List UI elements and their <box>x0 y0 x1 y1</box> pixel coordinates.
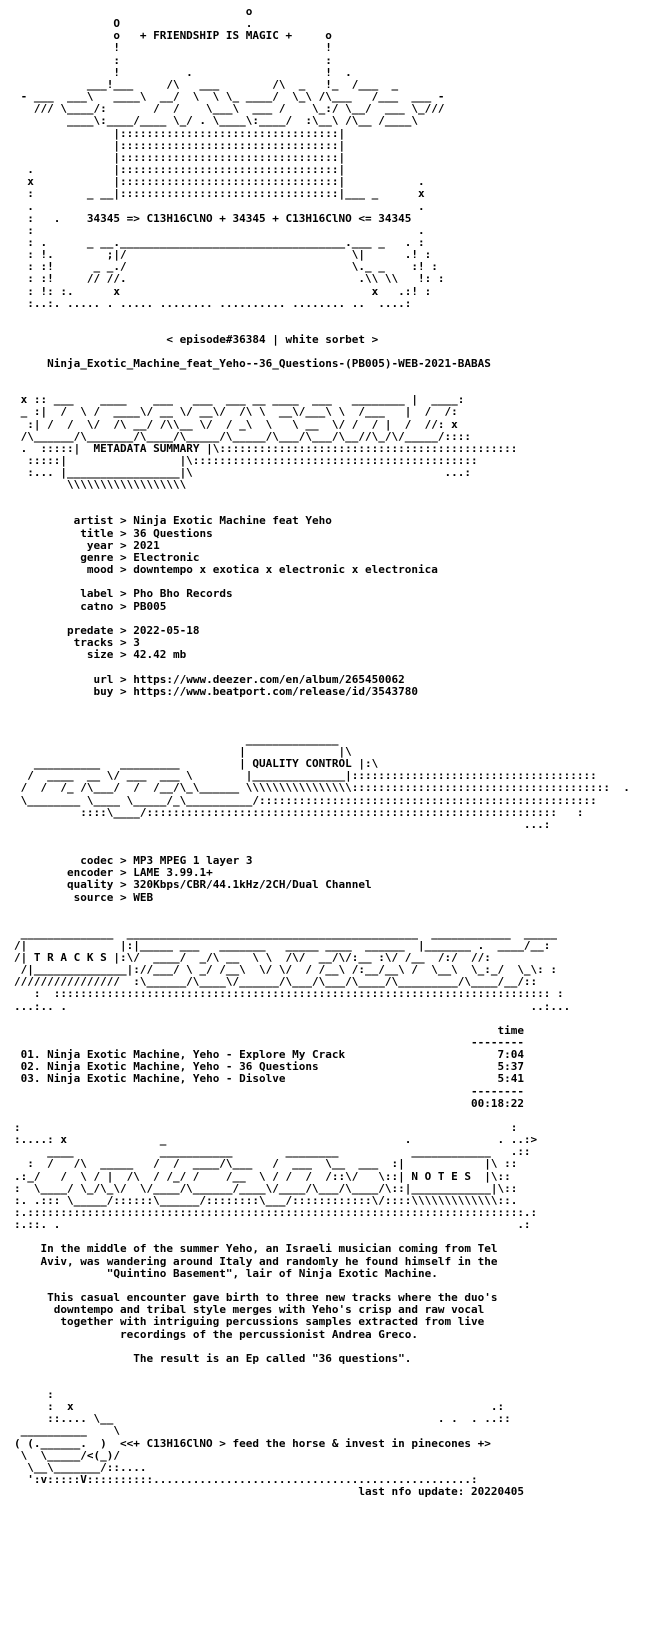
header-art-line: o <box>14 5 253 18</box>
metadata-row-key: genre <box>80 550 114 564</box>
footer-art-line: : x .: <box>14 1400 505 1414</box>
track-time: 5:41 <box>497 1072 524 1086</box>
metadata-row: genre > Electronic <box>80 550 200 564</box>
tracks-rule-line: -------- <box>470 1084 524 1098</box>
footer-art-line: \ \_____/<(_)/ <box>14 1448 120 1462</box>
notes-art-line: :....: x _ . . ..:> <box>14 1133 538 1147</box>
quality-row-value: MP3 MPEG 1 layer 3 <box>133 854 253 868</box>
quality-row-key: source <box>73 890 114 904</box>
metadata-row-value: 2021 <box>133 538 160 552</box>
tracks-art-line: /| |:|_____ ___ _______ _____ ____ ______ |_______ . ____/__: <box>14 938 551 952</box>
header-art-line: |:::::::::::::::::::::::::::::::::| <box>14 126 346 140</box>
header-art <box>14 6 648 310</box>
notes-art-line: .:_/ / \ / | /\ / /_/ / /__ \ / / / /::\/ \::| N O T E S |\:: <box>14 1169 511 1183</box>
footer-art-line: ':v:::::V::::::::::................................................: <box>14 1473 478 1487</box>
notes-art-line: :. .::: \_____/::::::\______/::::::::\___/::::::::::::\/::::\\\\\\\\\\\\\::. <box>14 1193 518 1207</box>
footer-art-line: ::.... \__ . . . ..:: <box>14 1412 511 1426</box>
notes-text: This casual encounter gave birth to three new tracks where the duo's <box>47 1291 498 1305</box>
notes-art-line: : \____/ \_/\_\/ \/____/\______/____\/____/\___/\____/\::|____________|\:: <box>14 1181 518 1195</box>
notes-art-line: :.:::::::::::::::::::::::::::::::::::::::::::::::::::::::::::::::::::::::::::.: <box>14 1205 538 1219</box>
track-list <box>14 1049 648 1085</box>
header-art-line: /// \____/: / / \___\ ___ / \_:/ \__/ ___ \_/// <box>14 102 452 116</box>
tracks-art-line: /| T R A C K S |:\/ ____/ _/\ __ \ \ /\/ __/\/:__ :\/ /__ /:/ //: <box>14 951 491 964</box>
header-art-line: ! . ! . <box>14 65 352 79</box>
tracks-total-time: 00:18:22 <box>470 1096 524 1110</box>
metadata-row-value: 2022-05-18 <box>133 623 200 637</box>
notes-text: Aviv, was wandering around Italy and randomly he found himself in the <box>40 1254 498 1268</box>
quality-row-key: codec <box>80 854 114 868</box>
metadata-art-line: :... |_________________|\ ...: <box>14 466 471 480</box>
quality-row-value: 320Kbps/CBR/44.1kHz/2CH/Dual Channel <box>133 878 372 892</box>
track-name: Ninja Exotic Machine, Yeho - 36 Questions <box>47 1060 319 1074</box>
header-art-line: : :! _ _./ \._ _ :! : <box>14 260 438 274</box>
metadata-art-top <box>14 394 648 443</box>
last-update-text: last nfo update: 20220405 <box>358 1485 524 1499</box>
metadata-row-value: https://www.beatport.com/release/id/3543780 <box>133 684 419 698</box>
metadata-row-key: size <box>86 648 114 662</box>
quality-row-value: WEB <box>133 890 154 904</box>
footer-art-line: __________ \ <box>14 1424 120 1438</box>
notes-text: recordings of the percussionist Andrea Greco. <box>119 1327 418 1341</box>
nfo-document <box>14 6 648 1498</box>
notes-text: "Quintino Basement", lair of Ninja Exotic Machine. <box>106 1266 438 1280</box>
header-art-line: . . <box>14 199 425 213</box>
notes-label: N O T E S <box>411 1169 471 1183</box>
quality-row: source > WEB <box>73 890 154 904</box>
notes-line <box>14 1353 648 1365</box>
episode-line-text: < episode#36384 | white sorbet > <box>166 332 379 346</box>
metadata-art-line: x :: ___ ____ ___ ___ ___ __ ____ ___ ________ | ____: <box>14 393 465 407</box>
header-art-line: : . <box>14 223 425 237</box>
track-time: 5:37 <box>497 1060 524 1074</box>
header-art-line: ___!___ /\ ___ /\ _ !_ /___ _ <box>14 77 399 91</box>
quality-row-value: LAME 3.99.1+ <box>133 866 213 880</box>
quality-list <box>14 855 648 904</box>
metadata-art-line: :| / / \/ /\ __/ /\\__ \/ / _\ \ \ __ \/ / / | / //: x <box>14 417 458 431</box>
last-update <box>14 1486 648 1498</box>
header-art-line: : . 34345 => C13H16ClNO + 34345 + C13H16ClNO <= 34345 <box>14 211 412 225</box>
qc-art-line: / / /_ /\___/ / /__/\_\______ \\\\\\\\\\\\\\\\::::::::::::::::::::::::::::::::::::::: . <box>14 781 630 795</box>
metadata-row-key: buy <box>93 684 114 698</box>
quality-row-key: encoder <box>66 866 114 880</box>
qc-art-line: ______________ <box>14 732 339 746</box>
footer-art-line: ( (.______. ) <<+ C13H16ClNO > feed the horse & invest in pinecones +> <box>14 1436 491 1450</box>
notes-art-line: : : <box>14 1120 518 1134</box>
header-art-line: - ___ ___\ ____\ __/ \ \ \_ ____/ \_\ /\___ /___ ___ - <box>14 90 445 104</box>
metadata-row-value: downtempo x exotica x electronic x electronica <box>133 563 438 577</box>
qc-art-line: __________ _________ | QUALITY CONTROL |:\ <box>14 757 379 771</box>
quality-row: encoder > LAME 3.99.1+ <box>66 866 213 880</box>
metadata-art-line: _ :| / \ / ____\/ __ \/ __\/ /\ \ __\/___\ \ /___ | / /: <box>14 405 458 419</box>
metadata-row-key: year <box>86 538 114 552</box>
quality-row: codec > MP3 MPEG 1 layer 3 <box>80 854 253 868</box>
notes-text: In the middle of the summer Yeho, an Israeli musician coming from Tel <box>40 1242 498 1256</box>
metadata-row-value: Ninja Exotic Machine feat Yeho <box>133 514 332 528</box>
release-title <box>14 358 648 370</box>
metadata-summary-label: METADATA SUMMARY <box>93 441 200 455</box>
tracks-art-line: ______________ ____________________________________________ ____________ _____ <box>14 926 558 940</box>
notes-text: together with intriguing percussions samples extracted from live <box>60 1315 485 1329</box>
header-art-line: : . _ __.__________________________________.___ _ . : <box>14 235 425 249</box>
tracks-art-top <box>14 928 648 964</box>
header-art-line: O . <box>14 17 253 31</box>
tracks-art-line: ...:.. . ..:... <box>14 999 571 1013</box>
header-art-line: : :! // //. .\\ \\ !: : <box>14 272 445 286</box>
metadata-row: title > 36 Questions <box>80 526 213 540</box>
metadata-row-value: https://www.deezer.com/en/album/265450062 <box>133 672 405 686</box>
track-time: 7:04 <box>497 1048 524 1062</box>
quality-row: quality > 320Kbps/CBR/44.1kHz/2CH/Dual Channel <box>66 878 372 892</box>
notes-text: downtempo and tribal style merges with Yeho's crisp and raw vocal <box>53 1303 485 1317</box>
metadata-row-key: title <box>80 526 114 540</box>
metadata-row-key: catno <box>80 599 114 613</box>
track-name: Ninja Exotic Machine, Yeho - Disolve <box>47 1072 286 1086</box>
metadata-row-value: 42.42 mb <box>133 648 187 662</box>
tracks-art-line: /|______________|://___/ \ _/ /__\ \/ \/ / /__\ /:__/__\ / \__\ \_:_/ \_\: : <box>14 963 558 977</box>
notes-line <box>14 1329 648 1341</box>
metadata-row-key: predate <box>66 623 114 637</box>
tracks-art-line: //////////////// :\______/\____\/______/\___/\___/\____/\_________/\____/__/:: <box>14 975 538 989</box>
episode-line <box>14 334 648 346</box>
metadata-row: tracks > 3 <box>73 636 140 650</box>
header-art-line: x |:::::::::::::::::::::::::::::::::| . <box>14 175 425 189</box>
header-art-line: ____\:____/____ \_/ . \____\:____/ :\__\ /\__ /____\ <box>14 114 418 128</box>
metadata-row-key: mood <box>86 563 114 577</box>
metadata-row-value: Pho Bho Records <box>133 587 233 601</box>
metadata-row-value: Electronic <box>133 550 200 564</box>
footer-art <box>14 1389 648 1486</box>
footer-art-line: : <box>14 1388 54 1401</box>
qc-art-line: | |\ <box>14 744 352 758</box>
qc-art-line: ...: <box>14 817 551 831</box>
metadata-art-bottom <box>14 455 648 491</box>
metadata-row: label > Pho Bho Records <box>80 587 233 601</box>
qc-art-line: \________ \____ \_____/_\__________/::::::::::::::::::::::::::::::::::::::::::::::::::: <box>14 793 597 807</box>
track-name: Ninja Exotic Machine, Yeho - Explore My Crack <box>47 1048 346 1062</box>
metadata-row: buy > https://www.beatport.com/release/id/3543780 <box>93 684 419 698</box>
header-art-line: : _ __|:::::::::::::::::::::::::::::::::|___ _ x <box>14 187 425 201</box>
metadata-art-line: :::::| |\::::::::::::::::::::::::::::::::::::::::::: <box>14 454 478 467</box>
header-art-line: o + FRIENDSHIP IS MAGIC + o <box>14 29 332 43</box>
metadata-row: mood > downtempo x exotica x electronic x electronica <box>86 563 438 577</box>
header-art-line: |:::::::::::::::::::::::::::::::::| <box>14 150 346 164</box>
header-art-line: . |:::::::::::::::::::::::::::::::::| <box>14 163 346 177</box>
qc-art-top <box>14 734 648 770</box>
qc-art-line: ::::\____/:::::::::::::::::::::::::::::::::::::::::::::::::::::::::::::: : <box>14 805 584 819</box>
metadata-row: size > 42.42 mb <box>86 648 187 662</box>
track-row <box>14 1073 648 1085</box>
notes-body <box>14 1231 648 1365</box>
metadata-row-key: artist <box>73 514 114 528</box>
metadata-row: url > https://www.deezer.com/en/album/265450062 <box>93 672 405 686</box>
metadata-art-line: \\\\\\\\\\\\\\\\\\ <box>14 478 187 492</box>
notes-art-line: ____ ___________ ________ ____________ .:: <box>14 1145 531 1159</box>
header-art-line: |:::::::::::::::::::::::::::::::::| <box>14 138 346 152</box>
tracks-art-bottom <box>14 964 648 1013</box>
metadata-row-key: label <box>80 587 114 601</box>
header-art-line: :..:. ..... . ..... ........ .......... ........ .. ....: <box>14 296 412 310</box>
tracks-art-fragment: /| <box>14 951 28 964</box>
header-art-line: ! ! <box>14 41 332 55</box>
metadata-art-line: /\______/\_______/\____/\_____/\_____/\___/\___/\__//\_/\/_____/:::: <box>14 429 471 443</box>
notes-art-fragment: .:_/ / \ / | /\ / /_/ / /__ \ / / / /::\/ \::| <box>14 1169 405 1183</box>
tracks-total <box>14 1098 648 1110</box>
tracks-rule-line: -------- <box>470 1035 524 1049</box>
quality-row-key: quality <box>66 878 114 892</box>
metadata-row-value: 36 Questions <box>133 526 213 540</box>
footer-art-line: \__\_______/::.... <box>14 1460 147 1474</box>
metadata-row: catno > PB005 <box>80 599 167 613</box>
track-number: 03. <box>20 1072 41 1086</box>
notes-art-line: : / /\ _____ / / ____/\___ / ___ \__ ___ :| |\ :: <box>14 1157 518 1171</box>
track-number: 01. <box>20 1048 41 1062</box>
metadata-label-row: . :::::| METADATA SUMMARY |\::::::::::::::::::::::::::::::::::::::::::::: <box>14 441 518 455</box>
metadata-list <box>14 515 648 697</box>
notes-line <box>14 1268 648 1280</box>
qc-art-bottom <box>14 770 648 831</box>
tracks-rule-bottom <box>14 1086 648 1098</box>
metadata-row-value: PB005 <box>133 599 167 613</box>
header-art-line: : : <box>14 53 332 67</box>
notes-art-line: :.::. . .: <box>14 1218 531 1232</box>
tracks-label: T R A C K S <box>33 951 107 964</box>
metadata-row-value: 3 <box>133 636 140 650</box>
qc-art-fragment: __________ _________ | <box>14 757 246 771</box>
tracks-time-header: time <box>497 1023 524 1037</box>
metadata-row: artist > Ninja Exotic Machine feat Yeho <box>73 514 332 528</box>
notes-text: The result is an Ep called "36 questions". <box>133 1351 412 1365</box>
tracks-art-line: : ::::::::::::::::::::::::::::::::::::::::::::::::::::::::::::::::::::::::::: : <box>14 987 564 1001</box>
header-art-line: : !: :. x x .:! : <box>14 284 432 298</box>
notes-art-bottom <box>14 1183 648 1232</box>
metadata-row: year > 2021 <box>86 538 160 552</box>
metadata-row-key: url <box>93 672 114 686</box>
qc-art-line: / ____ __ \/ ___ ___ \ |______________|::::::::::::::::::::::::::::::::::::: <box>14 769 597 783</box>
metadata-row: predate > 2022-05-18 <box>66 623 200 637</box>
track-number: 02. <box>20 1060 41 1074</box>
metadata-row-key: tracks <box>73 636 114 650</box>
release-title-text: Ninja_Exotic_Machine_feat_Yeho--36_Questions-(PB005)-WEB-2021-BABAS <box>47 357 491 371</box>
notes-art-top <box>14 1122 648 1183</box>
quality-control-label: QUALITY CONTROL <box>252 757 352 771</box>
header-art-line: : !. ;|/ \| .! : <box>14 248 432 262</box>
